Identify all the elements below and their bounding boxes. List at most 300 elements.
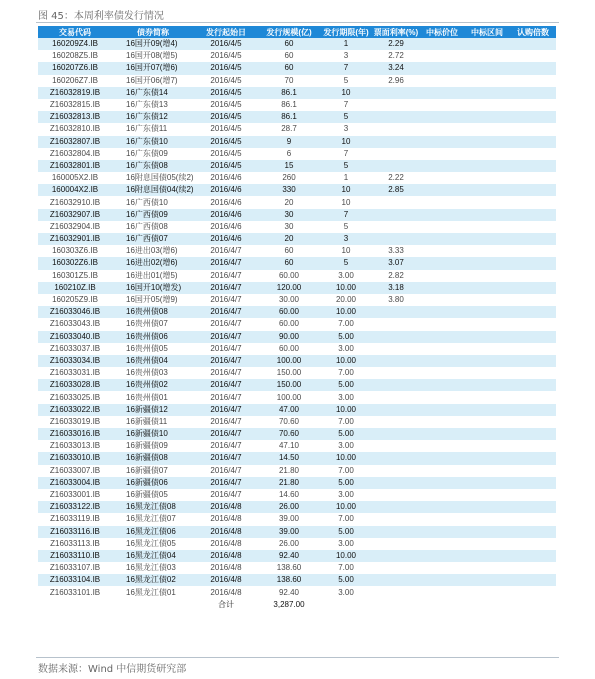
cell-coupon (372, 477, 420, 489)
cell-subscription (510, 562, 556, 574)
cell-code: Z16033007.IB (49, 465, 101, 475)
cell-code: 160207Z6.IB (38, 62, 112, 74)
cell-term: 7.00 (338, 514, 354, 524)
cell-coupon: 3.18 (372, 282, 420, 294)
cell-coupon: 3.33 (388, 246, 404, 256)
cell-code: Z16032801.IB (38, 160, 112, 172)
cell-subscription (510, 233, 556, 245)
cell-coupon: 2.85 (372, 184, 420, 196)
cell-name: 16进出01(增5) (126, 270, 178, 280)
cell-term: 20.00 (335, 295, 357, 305)
cell-start-date: 2016/4/8 (194, 501, 258, 513)
table-row (38, 123, 556, 135)
cell-code: 160302Z6.IB (38, 257, 112, 269)
cell-bid-price (420, 99, 464, 111)
cell-subscription (510, 574, 556, 586)
cell-coupon (372, 355, 420, 367)
cell-bid-range (464, 574, 510, 586)
table-row (38, 550, 556, 562)
cell-name: 16贵州债07 (126, 319, 168, 329)
cell-term: 7 (320, 62, 372, 74)
table-row (38, 221, 556, 233)
cell-coupon (372, 318, 420, 330)
cell-name: 16新疆债06 (112, 477, 194, 489)
cell-bid-range (464, 477, 510, 489)
cell-size: 86.1 (281, 100, 297, 110)
cell-name: 16贵州债04 (112, 355, 194, 367)
cell-start-date: 2016/4/5 (210, 124, 242, 134)
cell-bid-price (420, 526, 464, 538)
cell-name: 16黑龙江债07 (126, 514, 176, 524)
cell-bid-range (464, 75, 510, 87)
cell-code: 160301Z5.IB (52, 270, 98, 280)
cell-term: 5.00 (320, 331, 372, 343)
cell-start-date: 2016/4/6 (194, 209, 258, 221)
cell-coupon (372, 440, 420, 452)
table-row (38, 538, 556, 550)
cell-code: Z16032815.IB (49, 100, 101, 110)
cell-bid-range (464, 440, 510, 452)
cell-subscription (510, 428, 556, 440)
cell-size: 9 (258, 136, 320, 148)
cell-code: Z16032907.IB (38, 209, 112, 221)
table-row (38, 233, 556, 245)
cell-coupon (372, 123, 420, 135)
cell-name: 16黑龙江债04 (112, 550, 194, 562)
cell-name: 16贵州债08 (112, 306, 194, 318)
table-row (38, 136, 556, 148)
cell-code: Z16033004.IB (38, 477, 112, 489)
cell-start-date: 2016/4/6 (194, 184, 258, 196)
cell-coupon (372, 562, 420, 574)
table-row (38, 306, 556, 318)
cell-start-date: 2016/4/7 (210, 270, 242, 280)
table-row (38, 209, 556, 221)
cell-start-date: 2016/4/6 (194, 233, 258, 245)
cell-size: 60 (258, 62, 320, 74)
cell-bid-price (420, 586, 464, 598)
cell-bid-range (464, 416, 510, 428)
col-header-term: 发行期限(年) (320, 26, 372, 38)
cell-bid-range (464, 465, 510, 477)
cell-coupon (372, 111, 420, 123)
cell-code: Z16032804.IB (49, 148, 101, 158)
cell-size: 20 (284, 197, 294, 207)
table-row (38, 87, 556, 99)
cell-size: 260 (282, 173, 296, 183)
cell-term: 5 (320, 160, 372, 172)
cell-bid-price (420, 172, 464, 184)
cell-term: 10 (341, 197, 351, 207)
cell-name: 16附息国债04(续2) (112, 184, 194, 196)
cell-start-date: 2016/4/7 (194, 355, 258, 367)
cell-code: Z16033043.IB (49, 319, 101, 329)
cell-size: 60.00 (278, 319, 300, 329)
cell-subscription (510, 282, 556, 294)
cell-name: 16国开07(增6) (112, 62, 194, 74)
cell-size: 30.00 (278, 295, 300, 305)
cell-term: 10.00 (320, 550, 372, 562)
cell-name: 16黑龙江债06 (112, 526, 194, 538)
cell-size: 60.00 (278, 343, 300, 353)
cell-start-date: 2016/4/7 (194, 282, 258, 294)
table-row (38, 574, 556, 586)
cell-size: 21.80 (278, 465, 300, 475)
cell-subscription (510, 136, 556, 148)
cell-subscription (510, 99, 556, 111)
cell-name: 16国开06(增7) (126, 75, 178, 85)
cell-term: 3.00 (338, 270, 354, 280)
cell-bid-range (464, 38, 510, 50)
cell-start-date: 2016/4/5 (210, 51, 242, 61)
cell-bid-range (464, 538, 510, 550)
cell-coupon (372, 221, 420, 233)
cell-subscription (510, 586, 556, 598)
bottom-rule (36, 657, 559, 658)
cell-bid-price (420, 355, 464, 367)
cell-size: 150.00 (276, 368, 302, 378)
cell-bid-range (464, 221, 510, 233)
cell-bid-range (464, 428, 510, 440)
cell-coupon (372, 538, 420, 550)
cell-code: Z16033025.IB (49, 392, 101, 402)
table-row (38, 452, 556, 464)
cell-bid-range (464, 257, 510, 269)
cell-term: 10.00 (320, 404, 372, 416)
cell-size: 86.1 (258, 87, 320, 99)
table-row (38, 282, 556, 294)
cell-subscription (510, 172, 556, 184)
cell-start-date: 2016/4/8 (210, 514, 242, 524)
cell-bid-price (420, 87, 464, 99)
cell-name: 16广东债10 (112, 136, 194, 148)
cell-bid-price (420, 416, 464, 428)
cell-bid-range (464, 562, 510, 574)
cell-code: Z16033037.IB (49, 343, 101, 353)
cell-size: 47.00 (258, 404, 320, 416)
cell-term: 3.00 (338, 587, 354, 597)
cell-name: 16新疆债08 (112, 452, 194, 464)
cell-subscription (510, 404, 556, 416)
cell-start-date: 2016/4/7 (210, 368, 242, 378)
cell-subscription (510, 184, 556, 196)
cell-start-date: 2016/4/7 (194, 379, 258, 391)
figure-caption: 图 45：本周利率债发行情况 (38, 11, 164, 22)
cell-size: 70 (284, 75, 294, 85)
cell-bid-price (420, 391, 464, 403)
cell-term: 10.00 (320, 306, 372, 318)
cell-term: 3.00 (338, 441, 354, 451)
cell-code: Z16032901.IB (38, 233, 112, 245)
cell-name: 16广西债09 (112, 209, 194, 221)
cell-subscription (510, 367, 556, 379)
cell-coupon: 2.72 (388, 51, 404, 61)
cell-bid-range (464, 136, 510, 148)
cell-bid-price (420, 367, 464, 379)
cell-bid-range (464, 331, 510, 343)
cell-size: 120.00 (258, 282, 320, 294)
cell-name: 16新疆债12 (112, 404, 194, 416)
cell-bid-price (420, 282, 464, 294)
cell-bid-range (464, 172, 510, 184)
cell-name: 16国开08(增5) (126, 51, 178, 61)
table-row (38, 50, 556, 62)
cell-bid-range (464, 513, 510, 525)
cell-coupon: 3.07 (372, 257, 420, 269)
cell-start-date: 2016/4/6 (210, 197, 242, 207)
cell-bid-price (420, 221, 464, 233)
cell-start-date: 2016/4/7 (210, 392, 242, 402)
cell-bid-price (420, 501, 464, 513)
cell-start-date: 2016/4/5 (194, 160, 258, 172)
cell-bid-price (420, 538, 464, 550)
cell-bid-price (420, 562, 464, 574)
cell-term: 7 (343, 148, 349, 158)
cell-term: 10.00 (320, 355, 372, 367)
cell-name: 16广东债12 (112, 111, 194, 123)
cell-start-date: 2016/4/5 (194, 136, 258, 148)
cell-bid-price (420, 318, 464, 330)
cell-start-date: 2016/4/8 (194, 526, 258, 538)
cell-coupon (372, 501, 420, 513)
table-row (38, 99, 556, 111)
cell-code: Z16033019.IB (49, 416, 101, 426)
cell-code: Z16032810.IB (49, 124, 101, 134)
cell-bid-range (464, 550, 510, 562)
cell-start-date: 2016/4/7 (194, 477, 258, 489)
cell-term: 5.00 (320, 574, 372, 586)
cell-subscription (510, 391, 556, 403)
cell-subscription (510, 160, 556, 172)
cell-subscription (510, 501, 556, 513)
cell-code: Z16032910.IB (49, 197, 101, 207)
cell-size: 14.60 (278, 490, 300, 500)
cell-bid-price (420, 123, 464, 135)
cell-term: 7.00 (338, 368, 354, 378)
table-row (38, 367, 556, 379)
table-row (38, 501, 556, 513)
col-header-bid-price: 中标价位 (420, 26, 464, 38)
cell-bid-price (420, 136, 464, 148)
cell-bid-price (420, 465, 464, 477)
cell-bid-price (420, 343, 464, 355)
cell-coupon (372, 550, 420, 562)
cell-term: 7.00 (338, 416, 354, 426)
cell-bid-range (464, 404, 510, 416)
cell-start-date: 2016/4/7 (210, 343, 242, 353)
cell-subscription (510, 416, 556, 428)
cell-bid-range (464, 245, 510, 257)
cell-term: 10 (320, 87, 372, 99)
top-rule (36, 22, 559, 23)
cell-code: Z16033013.IB (49, 441, 101, 451)
cell-bid-range (464, 99, 510, 111)
cell-term: 5.00 (320, 379, 372, 391)
cell-bid-price (420, 111, 464, 123)
cell-subscription (510, 294, 556, 306)
cell-coupon (372, 233, 420, 245)
cell-name: 16国开05(增9) (126, 295, 178, 305)
cell-bid-range (464, 343, 510, 355)
cell-size: 60 (258, 257, 320, 269)
cell-bid-price (420, 440, 464, 452)
cell-bid-price (420, 38, 464, 50)
cell-bid-range (464, 294, 510, 306)
cell-subscription (510, 440, 556, 452)
cell-name: 16黑龙江债03 (126, 563, 176, 573)
cell-start-date: 2016/4/7 (194, 404, 258, 416)
cell-subscription (510, 38, 556, 50)
cell-name: 16广西债10 (126, 197, 168, 207)
col-header-code: 交易代码 (38, 26, 112, 38)
cell-start-date: 2016/4/7 (210, 246, 242, 256)
cell-term: 10 (320, 136, 372, 148)
cell-subscription (510, 452, 556, 464)
cell-bid-range (464, 526, 510, 538)
cell-bid-price (420, 331, 464, 343)
cell-code: Z16033110.IB (38, 550, 112, 562)
cell-coupon (372, 391, 420, 403)
cell-subscription (510, 477, 556, 489)
cell-term: 5 (343, 75, 349, 85)
cell-subscription (510, 379, 556, 391)
cell-bid-price (420, 257, 464, 269)
cell-name: 16附息国债05(续2) (126, 173, 194, 183)
table-row (38, 160, 556, 172)
cell-code: Z16033113.IB (50, 538, 100, 548)
cell-bid-price (420, 452, 464, 464)
cell-subscription (510, 526, 556, 538)
cell-term: 5 (320, 257, 372, 269)
cell-subscription (510, 343, 556, 355)
table-row (38, 318, 556, 330)
cell-code: Z16033010.IB (38, 452, 112, 464)
cell-term: 3.00 (338, 538, 354, 548)
cell-subscription (510, 62, 556, 74)
cell-bid-price (420, 148, 464, 160)
cell-subscription (510, 306, 556, 318)
cell-code: Z16033022.IB (38, 404, 112, 416)
cell-name: 16黑龙江债05 (126, 538, 176, 548)
cell-start-date: 2016/4/7 (210, 295, 242, 305)
cell-name: 16新疆债11 (126, 416, 168, 426)
cell-size: 30 (284, 221, 294, 231)
cell-bid-range (464, 62, 510, 74)
cell-name: 16国开10(增发) (112, 282, 194, 294)
cell-size: 26.00 (258, 501, 320, 513)
table-row (38, 355, 556, 367)
cell-name: 16广东债09 (126, 148, 168, 158)
table-row (38, 257, 556, 269)
cell-code: Z16033101.IB (49, 587, 101, 597)
table-row (38, 586, 556, 598)
cell-term: 10.00 (320, 282, 372, 294)
cell-coupon: 2.29 (372, 38, 420, 50)
cell-name: 16黑龙江债01 (126, 587, 176, 597)
cell-size: 6 (286, 148, 292, 158)
cell-subscription (510, 257, 556, 269)
cell-name: 16贵州债02 (112, 379, 194, 391)
cell-coupon (372, 306, 420, 318)
cell-term: 10 (341, 246, 351, 256)
cell-code: Z16033046.IB (38, 306, 112, 318)
cell-bid-price (420, 75, 464, 87)
cell-subscription (510, 87, 556, 99)
cell-subscription (510, 111, 556, 123)
cell-start-date: 2016/4/5 (194, 62, 258, 74)
table-row (38, 428, 556, 440)
cell-bid-price (420, 489, 464, 501)
cell-start-date: 2016/4/7 (194, 306, 258, 318)
cell-subscription (510, 245, 556, 257)
cell-bid-price (420, 513, 464, 525)
cell-bid-price (420, 233, 464, 245)
cell-size: 92.40 (278, 587, 300, 597)
cell-size: 26.00 (278, 538, 300, 548)
cell-bid-price (420, 379, 464, 391)
cell-coupon (372, 136, 420, 148)
cell-term: 7.00 (338, 319, 354, 329)
cell-name: 16广西债08 (126, 221, 168, 231)
cell-size: 15 (258, 160, 320, 172)
cell-term: 3.00 (338, 490, 354, 500)
bond-issuance-table (38, 26, 556, 611)
cell-bid-range (464, 367, 510, 379)
table-row (38, 184, 556, 196)
cell-bid-range (464, 148, 510, 160)
cell-term: 7.00 (338, 563, 354, 573)
cell-size: 30 (258, 209, 320, 221)
cell-size: 90.00 (258, 331, 320, 343)
cell-bid-price (420, 428, 464, 440)
cell-subscription (510, 465, 556, 477)
col-header-subscription: 认购倍数 (510, 26, 556, 38)
table-row (38, 416, 556, 428)
cell-term: 5.00 (320, 477, 372, 489)
cell-name: 16新疆债09 (126, 441, 168, 451)
cell-start-date: 2016/4/5 (210, 148, 242, 158)
cell-code: Z16032807.IB (38, 136, 112, 148)
cell-code: Z16033001.IB (49, 490, 101, 500)
cell-name: 16黑龙江债08 (112, 501, 194, 513)
cell-start-date: 2016/4/5 (194, 87, 258, 99)
table-row (38, 404, 556, 416)
cell-bid-range (464, 391, 510, 403)
cell-code: Z16033028.IB (38, 379, 112, 391)
cell-term: 3 (320, 233, 372, 245)
cell-code: 160205Z9.IB (52, 295, 98, 305)
cell-subscription (510, 123, 556, 135)
cell-term: 3.00 (338, 343, 354, 353)
cell-start-date: 2016/4/8 (210, 538, 242, 548)
cell-start-date: 2016/4/6 (210, 221, 242, 231)
cell-name: 16贵州债05 (126, 343, 168, 353)
cell-code: Z16033034.IB (38, 355, 112, 367)
cell-subscription (510, 148, 556, 160)
table-row (38, 245, 556, 257)
cell-subscription (510, 50, 556, 62)
table-body (38, 38, 556, 599)
cell-term: 3 (343, 124, 349, 134)
cell-term: 3.00 (338, 392, 354, 402)
cell-term: 5.00 (320, 526, 372, 538)
cell-size: 60 (258, 38, 320, 50)
cell-coupon (372, 428, 420, 440)
cell-coupon (372, 160, 420, 172)
cell-bid-price (420, 62, 464, 74)
cell-start-date: 2016/4/5 (210, 75, 242, 85)
table-row (38, 526, 556, 538)
